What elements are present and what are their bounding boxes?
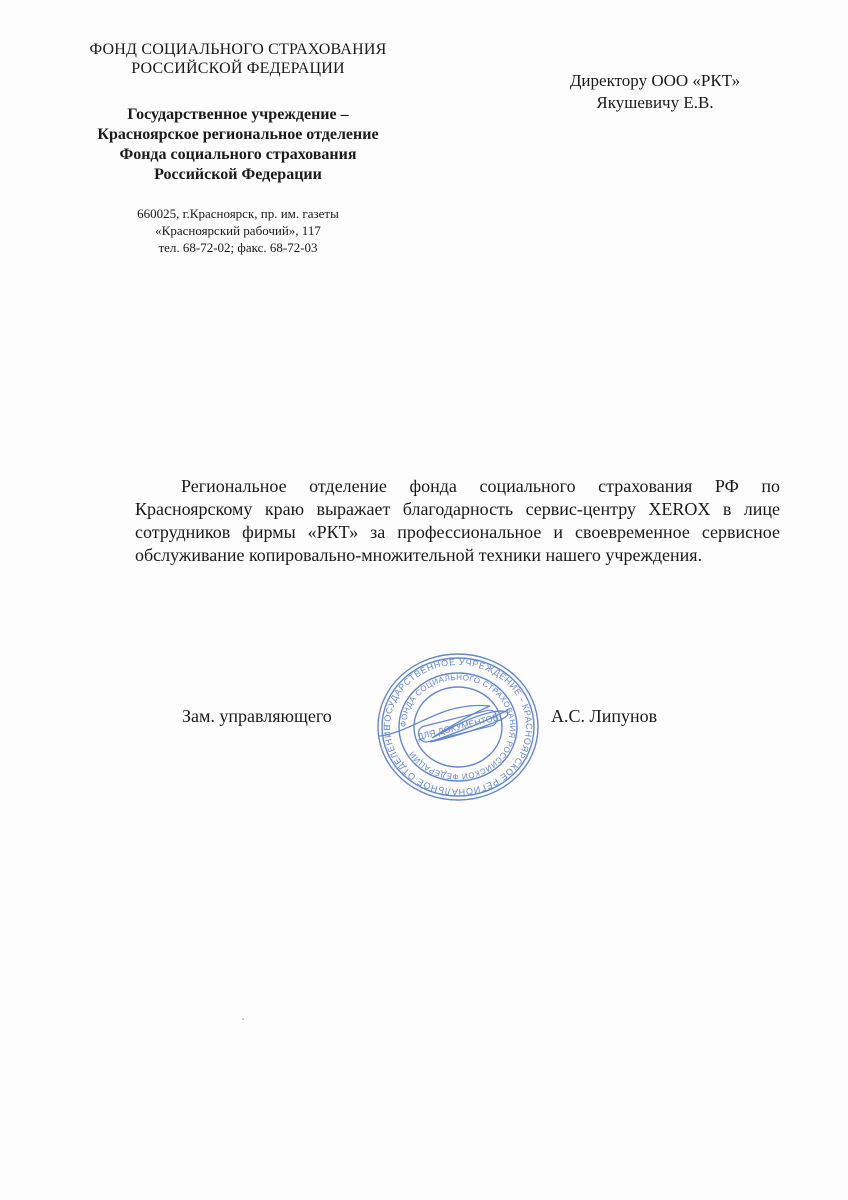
letterhead [60,40,416,256]
institution-address: 660025, г.Красноярск, пр. им. газеты «Красноярский рабочий», 117 тел. 68-72-02; факс. 68-72-03 [137,206,339,255]
stamp-center-text: ДЛЯ ДОКУМЕНТОВ [416,712,500,742]
fund-name: ФОНД СОЦИАЛЬНОГО СТРАХОВАНИЯ РОССИЙСКОЙ ФЕДЕРАЦИИ [89,41,387,77]
official-stamp-seal [372,652,544,802]
stamp-outer-text: ГОСУДАРСТВЕННОЕ УЧРЕЖДЕНИЕ - КРАСНОЯРСКОЕ РЕГИОНАЛЬНОЕ ОТДЕЛЕНИЕ [381,656,535,798]
scan-speck [242,1018,244,1020]
institution-name: Государственное учреждение – Красноярское региональное отделение Фонда социального страхования Российской Федерации [97,106,379,183]
stamp-inner-text: ФОНДА СОЦИАЛЬНОГО СТРАХОВАНИЯ РОССИЙСКОЙ ФЕДЕРАЦИИ [398,672,518,782]
signatory-title: Зам. управляющего [182,706,332,726]
addressee-block: Директору ООО «РКТ» Якушевичу Е.В. [569,71,741,112]
signatory-name: А.С. Липунов [551,706,658,726]
letter-body-paragraph: Региональное отделение фонда социального страхования РФ по Красноярскому краю выражает благодарность сервис-центру XEROX в лице сотрудников фирмы «РКТ» за профессиональное и своевременное сервисное обслуживание копировально-множительной техники нашего учреждения. [135,476,780,565]
